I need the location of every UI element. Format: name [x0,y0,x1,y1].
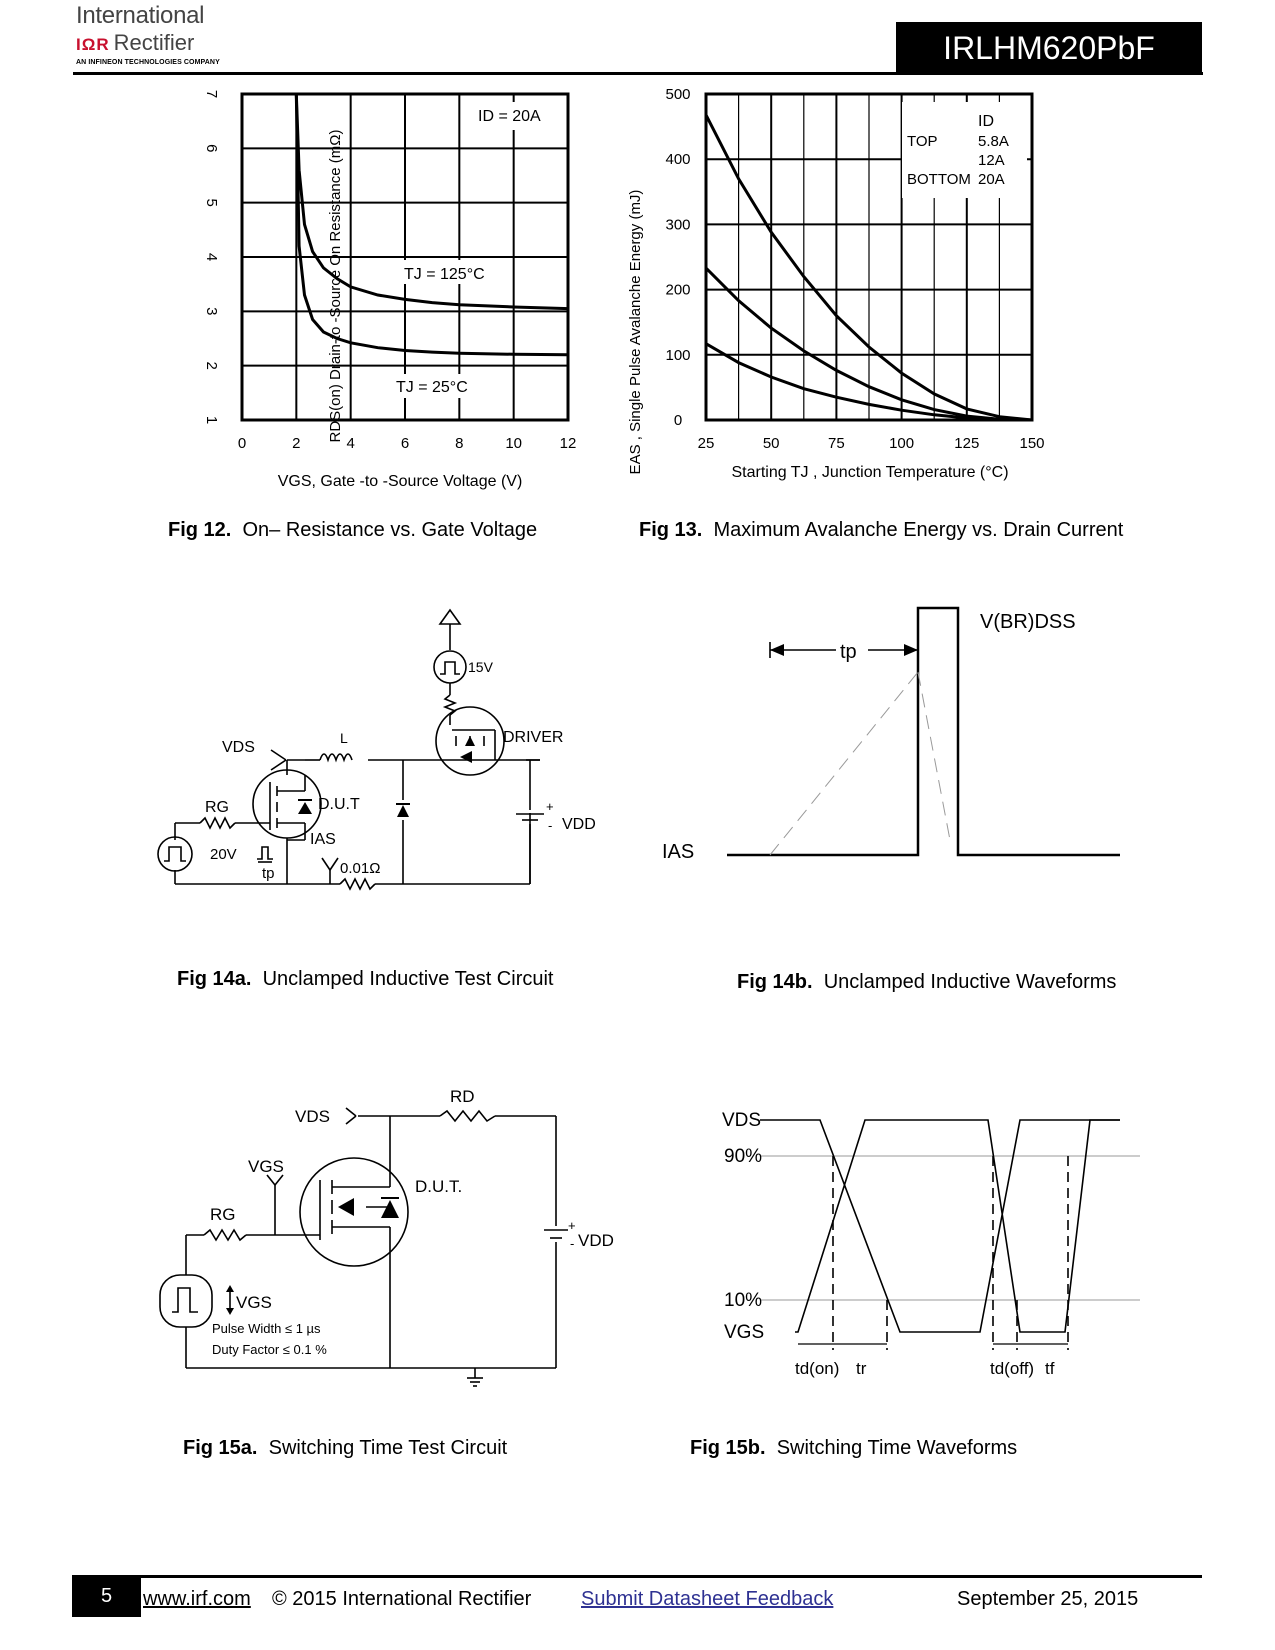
drain-resistor-rd [440,1111,495,1121]
fig12-xtick: 12 [559,435,577,452]
fig13-xtick: 50 [762,435,780,452]
fig14a-label-res: 0.01Ω [340,860,381,877]
fig15b-label-tdon: td(on) [795,1359,840,1378]
fig14a-label-vds: VDS [222,739,255,756]
fig12-xtick: 0 [237,435,247,452]
fig13-ytick: 100 [665,346,691,364]
fig13-caption [639,519,1123,542]
fig15a-label-pulse-width: Pulse Width ≤ 1 µs [212,1321,321,1336]
fig13-legend-top-label: TOP [907,133,938,150]
fig14a-label-tp: tp [262,865,275,882]
fig15b-label-90: 90% [724,1146,763,1167]
fig14b-ramp-down [918,672,950,840]
fig15a-circuit [150,1080,630,1400]
gate-resistor-rg [200,818,235,828]
fig12-chart [160,82,600,512]
gate-pulse-source-15a [160,1275,212,1327]
fig12-xlabel: VGS, Gate -to -Source Voltage (V) [277,473,523,490]
fig15b-label-tr: tr [856,1359,867,1378]
fig14b-ramp-up [770,672,918,855]
fig15b-label-10: 10% [724,1290,763,1311]
fig15b-label-vgs: VGS [724,1322,765,1343]
fig13-legend-top-value: 5.8A [978,133,1009,150]
fig13-ylabel: EAS , Single Pulse Avalanche Energy (mJ) [627,189,644,475]
fig14a-circuit [150,600,630,900]
page-number: 5 [72,1575,141,1617]
fig15b-label-tdoff: td(off) [990,1359,1035,1378]
tp-pulse-symbol [257,847,273,859]
fig15a-label-plus: + [568,1218,576,1233]
fig14b-label-tp: tp [840,641,857,663]
fig13-caption-text: Maximum Avalanche Energy vs. Drain Current [713,519,1124,541]
fig14a-label-vdd: VDD [562,816,596,833]
fig12-label-125: TJ = 125°C [404,266,485,283]
fig14b-vds-waveform [727,608,1120,855]
dut-channel-arrow-15a [338,1198,354,1216]
inductor-l [320,754,352,760]
submit-feedback-link[interactable]: Submit Datasheet Feedback [581,1588,834,1610]
footer-copyright: © 2015 International Rectifier [272,1588,532,1610]
fig14a-label-ias: IAS [310,831,336,848]
fig12-ylabel: RDS(on) Drain-to -Source On Resistance (mΩ) [327,129,344,443]
driver-gate-arrow [465,736,475,746]
fig14a-label-l: L [340,730,348,746]
fig13-ytick: 400 [665,151,691,169]
fig15a-label-rd: RD [450,1087,475,1106]
fig14a-caption-num: Fig 14a. [177,968,252,990]
dut-body-diode-15a [381,1200,399,1218]
fig13-xtick: 100 [889,435,915,452]
supply-arrow-symbol [440,610,460,624]
fig13-xtick: 125 [954,435,980,452]
fig13-xtick: 75 [828,435,845,452]
fig13-legend-bottom-label: BOTTOM [907,171,971,188]
fig14a-label-15v: 15V [468,659,493,675]
fig12-ticks [203,90,576,452]
fig13-ytick: 300 [665,216,691,234]
fig13-legend-mid-value: 12A [978,152,1005,169]
fig14b-caption-text: Unclamped Inductive Waveforms [823,971,1117,993]
footer-date: September 25, 2015 [957,1588,1139,1610]
fig13-ytick: 0 [673,412,683,429]
fig15a-label-vdd: VDD [578,1231,614,1250]
fig12-caption [168,519,537,542]
header-rule [73,72,1203,75]
fig15a-caption [183,1437,507,1460]
fig13-legend-title: ID [978,113,994,130]
fig12-xtick: 2 [292,435,301,452]
dut-body-diode [298,802,312,814]
fig12-ytick: 1 [203,415,220,425]
fig14a-label-rg: RG [205,799,229,816]
fig12-ytick: 3 [203,307,220,316]
logo-rectifier-text: Rectifier [113,30,195,55]
logo-rectifier [76,30,194,56]
fig14b-waveform [650,600,1190,900]
gate-resistor-rg-15a [204,1230,246,1240]
fig15a-label-minus: - [570,1236,575,1251]
fig12-xtick: 6 [400,435,410,452]
fig15b-caption-text: Switching Time Waveforms [776,1437,1018,1459]
fig15a-label-duty-factor: Duty Factor ≤ 0.1 % [212,1342,327,1357]
fig12-ytick: 7 [203,89,220,99]
fig12-xtick: 4 [346,435,355,452]
logo-subtitle: AN INFINEON TECHNOLOGIES COMPANY [76,59,220,66]
fig15b-label-vds: VDS [722,1110,762,1131]
fig13-ytick: 500 [665,86,691,103]
fig14b-caption [737,971,1116,994]
fig12-ytick: 6 [203,144,220,153]
fig15a-label-dut: D.U.T. [415,1177,463,1196]
fig15b-caption-num: Fig 15b. [690,1437,766,1459]
fig12-caption-text: On– Resistance vs. Gate Voltage [242,519,538,541]
fig15a-caption-num: Fig 15a. [183,1437,258,1459]
logo-international: International [76,2,205,29]
fig12-xtick: 8 [455,435,464,452]
ior-logo-mark: IΩR [76,35,110,54]
fig13-xtick: 25 [697,435,715,452]
fig15b-caption [690,1437,1017,1460]
fig14a-label-plus: + [546,799,554,814]
dut-mosfet [253,770,321,838]
fig12-annotation-id: ID = 20A [478,108,541,125]
fig14a-caption [177,968,553,991]
footer-rule [72,1575,1202,1578]
fig14a-label-20v: 20V [210,846,237,863]
fig14a-label-dut: D.U.T [318,796,360,813]
fig13-ytick: 200 [665,281,691,299]
fig12-grid [242,94,568,420]
fig12-xtick: 10 [505,435,523,452]
pulse-source-15v [434,651,466,683]
fig14b-label-vbr: V(BR)DSS [980,611,1076,633]
part-number: IRLHM620PbF [896,22,1202,74]
fig15b-waveform [720,1090,1160,1410]
gate-pulse-source [158,837,192,871]
fig12-ytick: 4 [203,252,220,262]
footer-url-link[interactable]: www.irf.com [143,1588,251,1610]
freewheel-diode [397,805,409,817]
fig15a-label-vgs-pulse: VGS [236,1293,272,1312]
fig13-xtick: 150 [1019,435,1045,452]
sense-resistor [340,879,375,889]
fig14b-caption-num: Fig 14b. [737,971,813,993]
fig12-ytick: 5 [203,198,220,207]
fig15a-label-vds: VDS [295,1107,330,1126]
fig12-caption-num: Fig 12. [168,519,232,541]
fig12-ytick: 2 [203,361,220,370]
fig14a-caption-text: Unclamped Inductive Test Circuit [262,968,554,990]
fig12-label-25: TJ = 25°C [396,379,468,396]
fig15a-label-vgs: VGS [248,1157,284,1176]
fig14a-label-minus: - [548,818,553,833]
fig15a-caption-text: Switching Time Test Circuit [268,1437,508,1459]
fig13-legend-bottom-value: 20A [978,171,1005,188]
driver-body-diode [460,751,472,763]
fig14b-label-ias: IAS [662,841,695,863]
fig15a-label-rg: RG [210,1205,236,1224]
fig15b-label-tf: tf [1045,1359,1055,1378]
fig14a-label-driver: DRIVER [503,729,564,746]
fig13-caption-num: Fig 13. [639,519,703,541]
fig13-xlabel: Starting TJ , Junction Temperature (°C) [731,464,1009,481]
fig13-chart [620,82,1090,512]
